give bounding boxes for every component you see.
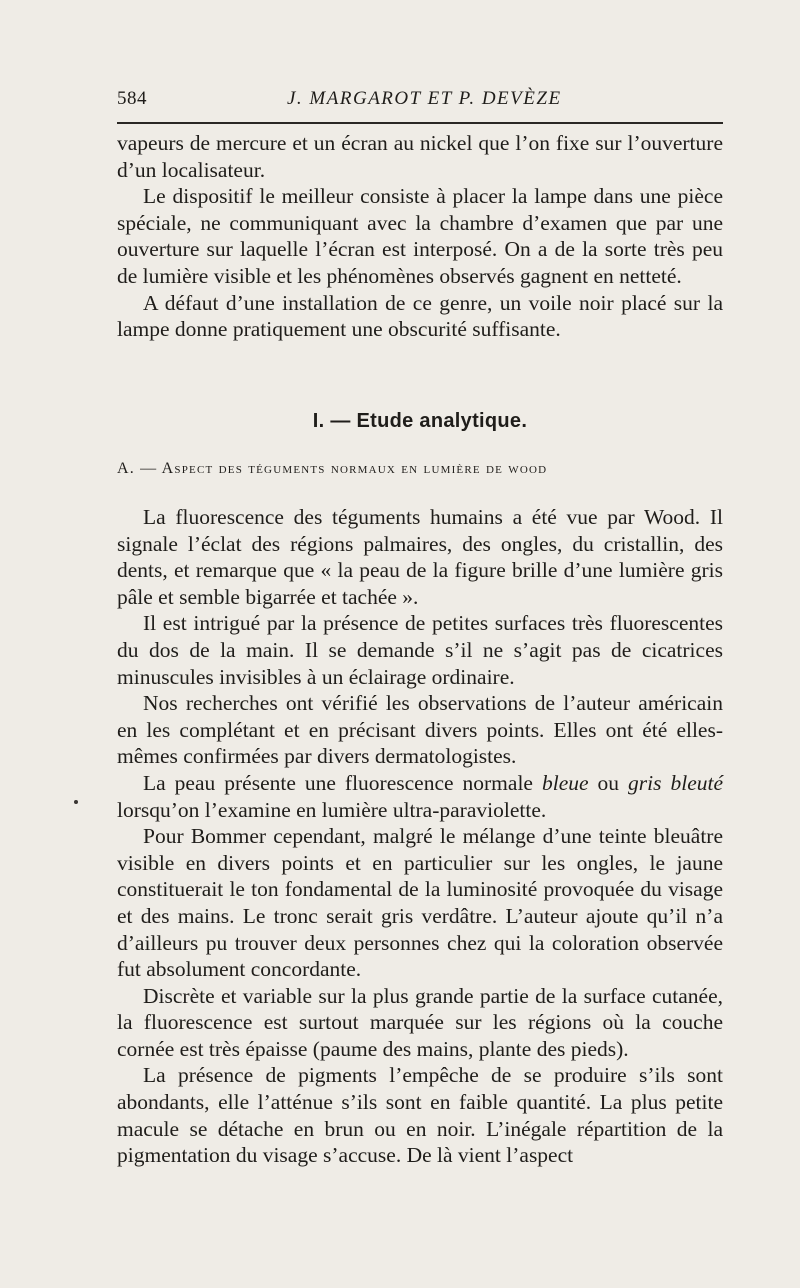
paragraph: Le dispositif le meilleur consiste à placer la lampe dans une pièce spéciale, ne communiquant avec la chambre d’examen que par une ouverture sur laquelle l’écran est interposé. On a de la sorte très peu de lumière visible et les phénomènes observés gagnent en netteté.	[117, 184, 723, 288]
subsection-heading: A. — Aspect des téguments normaux en lumière de wood	[117, 460, 548, 477]
italic-term: gris bleuté	[628, 770, 724, 795]
margin-mark	[74, 800, 78, 804]
text-span: lorsqu’on l’examine en lumière ultra-paraviolette.	[117, 797, 547, 822]
page-header	[117, 86, 723, 116]
paragraph: Pour Bommer cependant, malgré le mélange d’une teinte bleuâtre visible en divers points et en particulier sur les ongles, le jaune constituerait le ton fondamental de la luminosité provoquée du visage et des mains. Le tronc serait gris verdâtre. L’auteur ajoute qu’il n’a d’ailleurs pu trouver deux personnes chez qui la coloration observée fut absolument concordante.	[117, 824, 723, 982]
text-span: ou	[588, 770, 629, 795]
paragraph: A défaut d’une installation de ce genre, un voile noir placé sur la lampe donne pratiquement une obscurité suffisante.	[117, 290, 723, 342]
italic-term: bleue	[541, 770, 589, 795]
section-heading: I. — Etude analytique.	[312, 410, 528, 432]
running-head: J. MARGAROT ET P. DEVÈZE	[287, 88, 562, 109]
paragraph: Il est intrigué par la présence de petites surfaces très fluorescentes du dos de la main. Il se demande s’il ne s’agit pas de cicatrices minuscules invisibles à un éclairage ordinaire.	[117, 611, 723, 689]
paragraph: La présence de pigments l’empêche de se produire s’ils sont abondants, elle l’atténue s’ils sont en faible quantité. La plus petite macule se détache en brun ou en noir. L’inégale répartition de la pigmentation du visage s’accuse. De là vient l’aspect	[117, 1063, 723, 1168]
page-number: 584	[117, 88, 147, 109]
intro-text	[117, 130, 723, 343]
section-text	[117, 504, 723, 1169]
paragraph: La fluorescence des téguments humains a été vue par Wood. Il signale l’éclat des régions palmaires, des ongles, du cristallin, des dents, et remarque que « la peau de la figure brille d’une lumière gris pâle et semble bigarrée et tachée ».	[117, 505, 723, 609]
header-rule	[117, 122, 723, 124]
text-span: La peau présente une fluorescence normale	[143, 770, 542, 795]
paragraph: Discrète et variable sur la plus grande partie de la surface cutanée, la fluorescence est surtout marquée sur les régions où la couche cornée est très épaisse (paume des mains, plante des pieds).	[117, 983, 723, 1061]
paragraph	[117, 770, 723, 823]
paragraph: vapeurs de mercure et un écran au nickel que l’on fixe sur l’ouverture d’un localisateur.	[117, 131, 723, 182]
paragraph: Nos recherches ont vérifié les observations de l’auteur américain en les complétant et en précisant divers points. Elles ont été elles-mêmes confirmées par divers dermatologistes.	[117, 691, 723, 769]
